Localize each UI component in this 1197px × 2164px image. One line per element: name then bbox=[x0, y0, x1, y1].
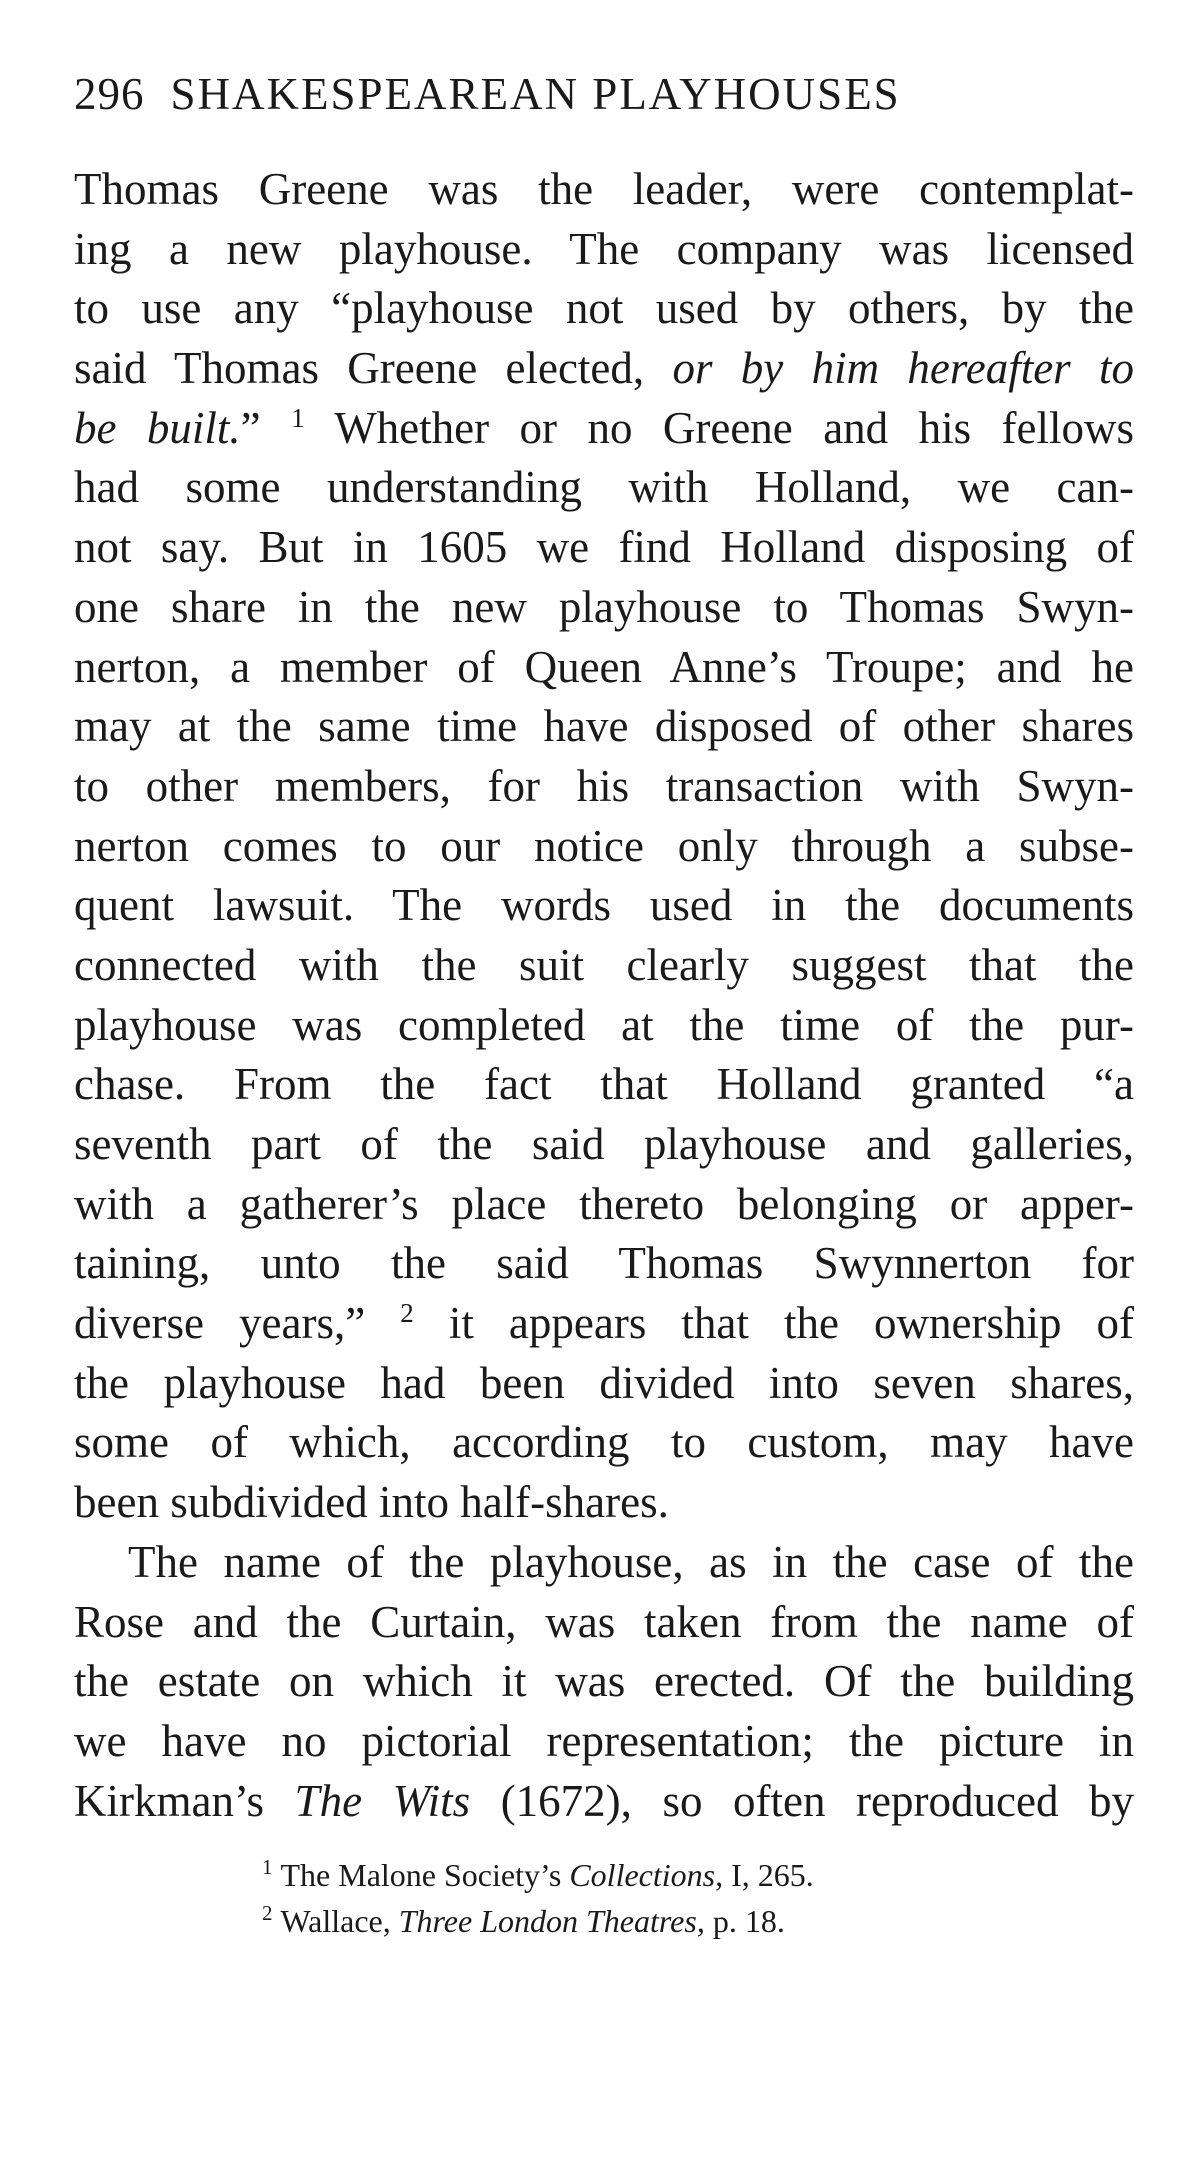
text-line: not say. But in 1605 we find Holland disposing of bbox=[74, 522, 1134, 573]
text-line: playhouse was completed at the time of the pur- bbox=[74, 999, 1134, 1050]
text-line: Thomas Greene was the leader, were contemplat- bbox=[74, 164, 1134, 214]
text-line: nerton comes to our notice only through a subse- bbox=[74, 820, 1134, 871]
page-number: 296 bbox=[74, 69, 145, 119]
text-line: some of which, according to custom, may have bbox=[74, 1417, 1134, 1468]
text-run: Whether or no Greene and his fellows bbox=[334, 402, 1135, 453]
text-line bbox=[74, 339, 1134, 399]
text-line: to other members, for his transaction with Swyn- bbox=[74, 760, 1134, 811]
text-line: Rose and the Curtain, was taken from the name of bbox=[74, 1596, 1134, 1647]
footnote-text: I, 265. bbox=[731, 1857, 814, 1893]
footnote-text: Wallace, bbox=[280, 1903, 391, 1939]
footnote-italic: Three London Theatres, bbox=[398, 1903, 705, 1939]
running-head bbox=[74, 66, 1134, 122]
footnote-marker: 2 bbox=[262, 1901, 273, 1926]
text-line bbox=[74, 1772, 1134, 1832]
text-line: had some understanding with Holland, we can- bbox=[74, 462, 1134, 513]
text-line: with a gatherer’s place thereto belonging or apper- bbox=[74, 1178, 1134, 1229]
italic-text: be built. bbox=[74, 402, 241, 453]
text-line bbox=[74, 1294, 1134, 1354]
text-run: Kirkman’s bbox=[74, 1775, 264, 1826]
footnote-italic: Collections, bbox=[569, 1857, 724, 1893]
text-line: been subdivided into half-shares. bbox=[74, 1477, 669, 1528]
text-line: quent lawsuit. The words used in the documents bbox=[74, 880, 1134, 931]
footnote-text: p. 18. bbox=[712, 1903, 785, 1939]
text-line: we have no pictorial representation; the picture in bbox=[74, 1715, 1134, 1766]
footnote bbox=[262, 1898, 1062, 1944]
footnote-reference: 2 bbox=[400, 1298, 414, 1329]
text-line: nerton, a member of Queen Anne’s Troupe; and he bbox=[74, 641, 1134, 692]
text-run: diverse years,” bbox=[74, 1298, 366, 1349]
text-run: it appears that the ownership of bbox=[448, 1298, 1135, 1349]
footnote-marker: 1 bbox=[262, 1855, 273, 1880]
text-line: one share in the new playhouse to Thomas Swyn- bbox=[74, 581, 1134, 632]
text-line: chase. From the fact that Holland granted “a bbox=[74, 1059, 1134, 1110]
footnotes bbox=[262, 1852, 1062, 1944]
body-text bbox=[74, 160, 1134, 1831]
text-line bbox=[74, 399, 1134, 459]
italic-text: or by him hereafter to bbox=[672, 343, 1135, 394]
footnote bbox=[262, 1852, 1062, 1898]
text-line: taining, unto the said Thomas Swynnerton for bbox=[74, 1238, 1134, 1289]
text-line: may at the same time have disposed of other shares bbox=[74, 701, 1134, 752]
text-run: said Thomas Greene elected, bbox=[74, 343, 645, 394]
footnote-reference: 1 bbox=[291, 402, 305, 433]
text-line: ing a new playhouse. The company was licensed bbox=[74, 223, 1134, 274]
italic-text: The Wits bbox=[294, 1775, 471, 1826]
text-line: connected with the suit clearly suggest that the bbox=[74, 939, 1134, 990]
text-line: the estate on which it was erected. Of the building bbox=[74, 1656, 1134, 1707]
running-title: SHAKESPEAREAN PLAYHOUSES bbox=[170, 69, 901, 119]
text-line: the playhouse had been divided into seven shares, bbox=[74, 1357, 1134, 1408]
text-run: (1672), so often reproduced by bbox=[500, 1775, 1134, 1826]
footnote-text: The Malone Society’s bbox=[280, 1857, 562, 1893]
text-line: seventh part of the said playhouse and galleries, bbox=[74, 1119, 1134, 1169]
text-line: to use any “playhouse not used by others, by the bbox=[74, 283, 1134, 334]
text-run: ” bbox=[240, 402, 261, 453]
text-line: The name of the playhouse, as in the case of the bbox=[128, 1536, 1134, 1587]
